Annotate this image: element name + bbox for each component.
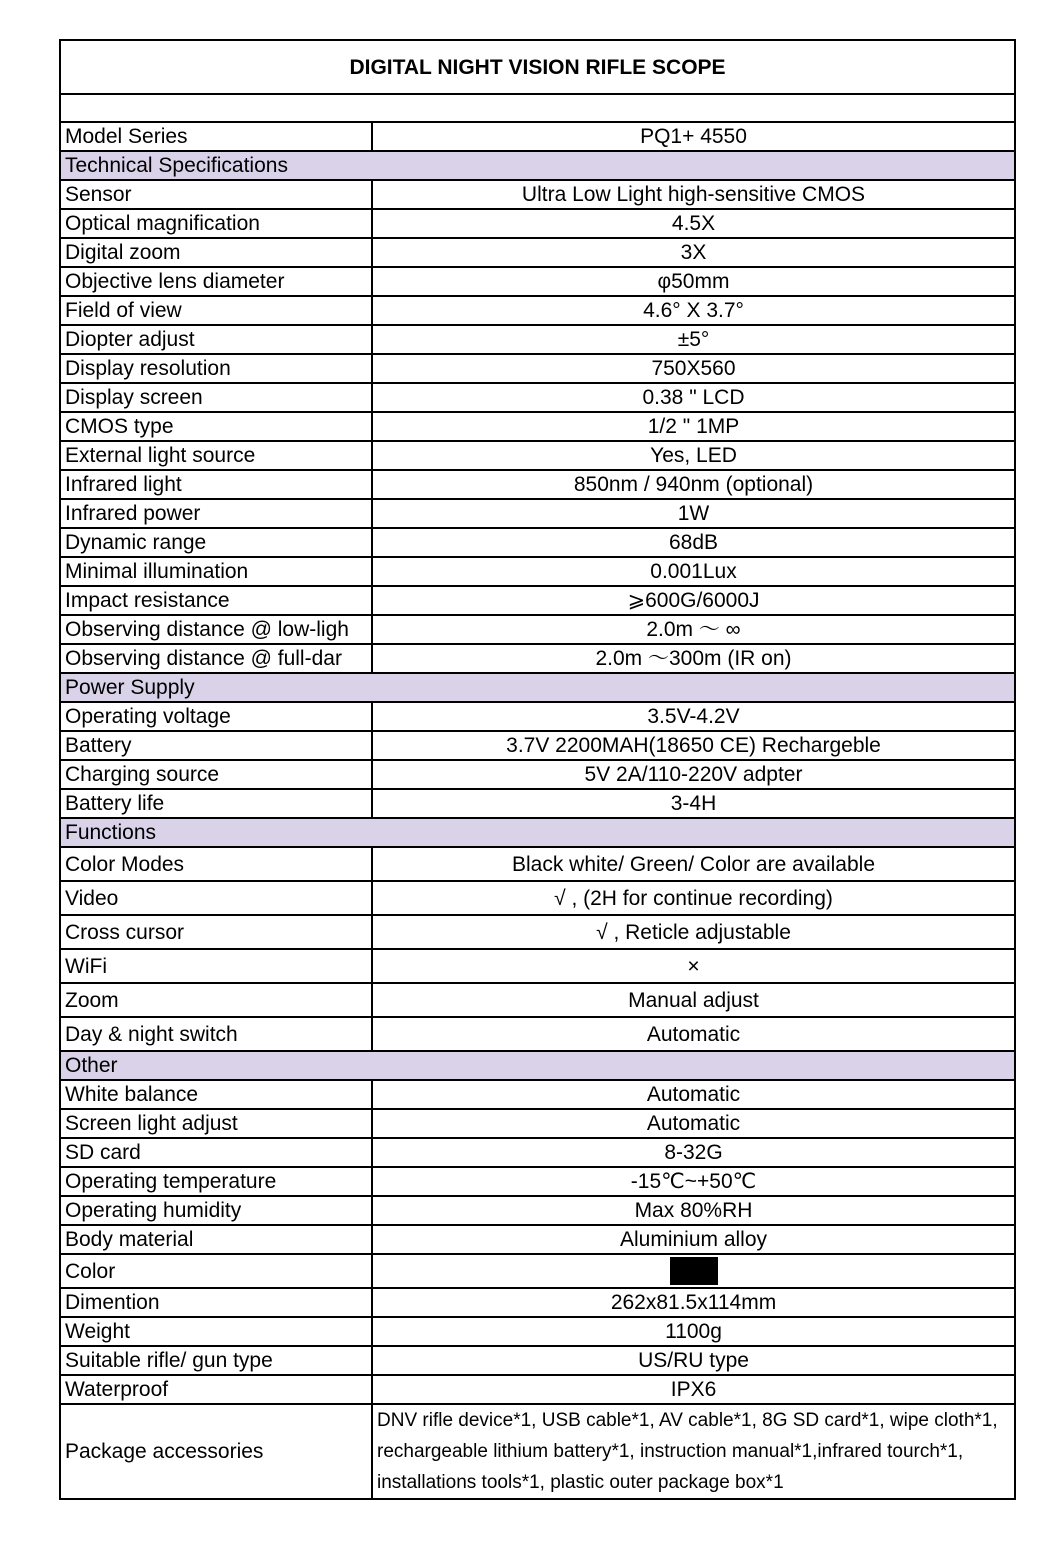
section-title: Other	[60, 1051, 1015, 1080]
spec-row	[60, 915, 1015, 949]
spec-value: 4.5X	[372, 209, 1015, 238]
spec-value: PQ1+ 4550	[372, 122, 1015, 151]
spec-value: Manual adjust	[372, 983, 1015, 1017]
spec-label: Dynamic range	[60, 528, 372, 557]
title-row	[60, 40, 1015, 94]
section-header-functions	[60, 818, 1015, 847]
spec-row	[60, 586, 1015, 615]
spec-row	[60, 1138, 1015, 1167]
spec-row	[60, 644, 1015, 673]
spec-label: Display screen	[60, 383, 372, 412]
section-header-technical	[60, 151, 1015, 180]
blank-row	[60, 94, 1015, 122]
spec-label: Charging source	[60, 760, 372, 789]
spec-label: Objective lens diameter	[60, 267, 372, 296]
spec-value: 5V 2A/110-220V adpter	[372, 760, 1015, 789]
color-swatch	[670, 1257, 718, 1285]
spec-label: Impact resistance	[60, 586, 372, 615]
spec-value: Black white/ Green/ Color are available	[372, 847, 1015, 881]
other-rows	[60, 1080, 1015, 1254]
spec-value: Automatic	[372, 1017, 1015, 1051]
spec-value: 3X	[372, 238, 1015, 267]
spec-row	[60, 1109, 1015, 1138]
spec-value: 8-32G	[372, 1138, 1015, 1167]
spec-label: Operating temperature	[60, 1167, 372, 1196]
spec-row	[60, 1346, 1015, 1375]
spec-table	[59, 39, 1016, 1500]
spec-label: Infrared power	[60, 499, 372, 528]
spec-value: √ , (2H for continue recording)	[372, 881, 1015, 915]
spec-value: 750X560	[372, 354, 1015, 383]
spec-row	[60, 528, 1015, 557]
spec-row-color	[60, 1254, 1015, 1288]
spec-value: 1W	[372, 499, 1015, 528]
spec-value: 0.001Lux	[372, 557, 1015, 586]
spec-label: Day & night switch	[60, 1017, 372, 1051]
spec-row	[60, 731, 1015, 760]
spec-label: Suitable rifle/ gun type	[60, 1346, 372, 1375]
spec-row	[60, 789, 1015, 818]
other-rows-2	[60, 1288, 1015, 1404]
spec-label: Waterproof	[60, 1375, 372, 1404]
spec-row	[60, 238, 1015, 267]
spec-label: CMOS type	[60, 412, 372, 441]
spec-value: 850nm / 940nm (optional)	[372, 470, 1015, 499]
spec-value: ⩾600G/6000J	[372, 586, 1015, 615]
spec-label: Body material	[60, 1225, 372, 1254]
spec-value: 3-4H	[372, 789, 1015, 818]
spec-label: Color Modes	[60, 847, 372, 881]
section-title: Technical Specifications	[60, 151, 1015, 180]
spec-label: Color	[60, 1254, 372, 1288]
spec-value: 1100g	[372, 1317, 1015, 1346]
section-header-power	[60, 673, 1015, 702]
spec-value: Automatic	[372, 1080, 1015, 1109]
spec-label: Package accessories	[60, 1404, 372, 1499]
spec-value: 2.0m ～ ∞	[372, 615, 1015, 644]
spec-value: 68dB	[372, 528, 1015, 557]
spec-label: White balance	[60, 1080, 372, 1109]
spec-label: Zoom	[60, 983, 372, 1017]
spec-value: -15℃~+50℃	[372, 1167, 1015, 1196]
spec-value: 1/2 " 1MP	[372, 412, 1015, 441]
spec-label: WiFi	[60, 949, 372, 983]
spec-row	[60, 412, 1015, 441]
spec-label: Video	[60, 881, 372, 915]
spec-value: ×	[372, 949, 1015, 983]
spec-label: Battery life	[60, 789, 372, 818]
spec-value: Aluminium alloy	[372, 1225, 1015, 1254]
section-header-other	[60, 1051, 1015, 1080]
spec-row	[60, 1167, 1015, 1196]
spec-row	[60, 881, 1015, 915]
spec-value	[372, 1254, 1015, 1288]
spec-label: Observing distance @ low-ligh	[60, 615, 372, 644]
spec-label: Digital zoom	[60, 238, 372, 267]
section-title: Power Supply	[60, 673, 1015, 702]
spec-label: Weight	[60, 1317, 372, 1346]
spec-value: 4.6° X 3.7°	[372, 296, 1015, 325]
spec-label: Field of view	[60, 296, 372, 325]
spec-label: Minimal illumination	[60, 557, 372, 586]
spec-label: Operating humidity	[60, 1196, 372, 1225]
spec-row	[60, 702, 1015, 731]
spec-label: Sensor	[60, 180, 372, 209]
spec-value: 0.38 " LCD	[372, 383, 1015, 412]
spec-label: SD card	[60, 1138, 372, 1167]
spec-row	[60, 499, 1015, 528]
spec-value: IPX6	[372, 1375, 1015, 1404]
spec-label: Battery	[60, 731, 372, 760]
spec-value: 2.0m ～300m (IR on)	[372, 644, 1015, 673]
spec-row	[60, 180, 1015, 209]
power-rows	[60, 702, 1015, 818]
spec-value: Yes, LED	[372, 441, 1015, 470]
spec-value: √ , Reticle adjustable	[372, 915, 1015, 949]
spec-row	[60, 325, 1015, 354]
spec-row	[60, 441, 1015, 470]
spec-value: Max 80%RH	[372, 1196, 1015, 1225]
spec-value: DNV rifle device*1, USB cable*1, AV cable*1, 8G SD card*1, wipe cloth*1, rechargeable lithium battery*1, instruction manual*1,infrared tourch*1, installations tools*1, plastic outer package box*1	[372, 1404, 1015, 1499]
spec-row	[60, 983, 1015, 1017]
spec-value: US/RU type	[372, 1346, 1015, 1375]
spec-label: Cross cursor	[60, 915, 372, 949]
spec-row	[60, 1080, 1015, 1109]
spec-value: Automatic	[372, 1109, 1015, 1138]
spec-label: External light source	[60, 441, 372, 470]
spec-row	[60, 1375, 1015, 1404]
spec-row	[60, 209, 1015, 238]
spec-row	[60, 1196, 1015, 1225]
spec-row-package	[60, 1404, 1015, 1499]
spec-value: 262x81.5x114mm	[372, 1288, 1015, 1317]
spec-label: Diopter adjust	[60, 325, 372, 354]
spec-label: Display resolution	[60, 354, 372, 383]
spec-label: Screen light adjust	[60, 1109, 372, 1138]
spec-row	[60, 383, 1015, 412]
spec-row	[60, 1017, 1015, 1051]
spec-label: Infrared light	[60, 470, 372, 499]
page-title: DIGITAL NIGHT VISION RIFLE SCOPE	[60, 40, 1015, 94]
spec-value: φ50mm	[372, 267, 1015, 296]
spec-row	[60, 949, 1015, 983]
spec-label: Observing distance @ full-dar	[60, 644, 372, 673]
spec-row	[60, 354, 1015, 383]
technical-rows	[60, 180, 1015, 673]
spec-row	[60, 296, 1015, 325]
spec-row	[60, 760, 1015, 789]
spec-label: Operating voltage	[60, 702, 372, 731]
spec-row	[60, 615, 1015, 644]
spec-row	[60, 470, 1015, 499]
spec-row	[60, 847, 1015, 881]
spec-label: Model Series	[60, 122, 372, 151]
spec-value: 3.7V 2200MAH(18650 CE) Rechargeble	[372, 731, 1015, 760]
spec-value: ±5°	[372, 325, 1015, 354]
spec-row	[60, 1317, 1015, 1346]
spec-row	[60, 1225, 1015, 1254]
spec-label: Optical magnification	[60, 209, 372, 238]
spec-row-model	[60, 122, 1015, 151]
spec-label: Dimention	[60, 1288, 372, 1317]
functions-rows	[60, 847, 1015, 1051]
spec-value: 3.5V-4.2V	[372, 702, 1015, 731]
spec-row	[60, 557, 1015, 586]
spec-row	[60, 267, 1015, 296]
spec-value: Ultra Low Light high-sensitive CMOS	[372, 180, 1015, 209]
spec-row	[60, 1288, 1015, 1317]
section-title: Functions	[60, 818, 1015, 847]
